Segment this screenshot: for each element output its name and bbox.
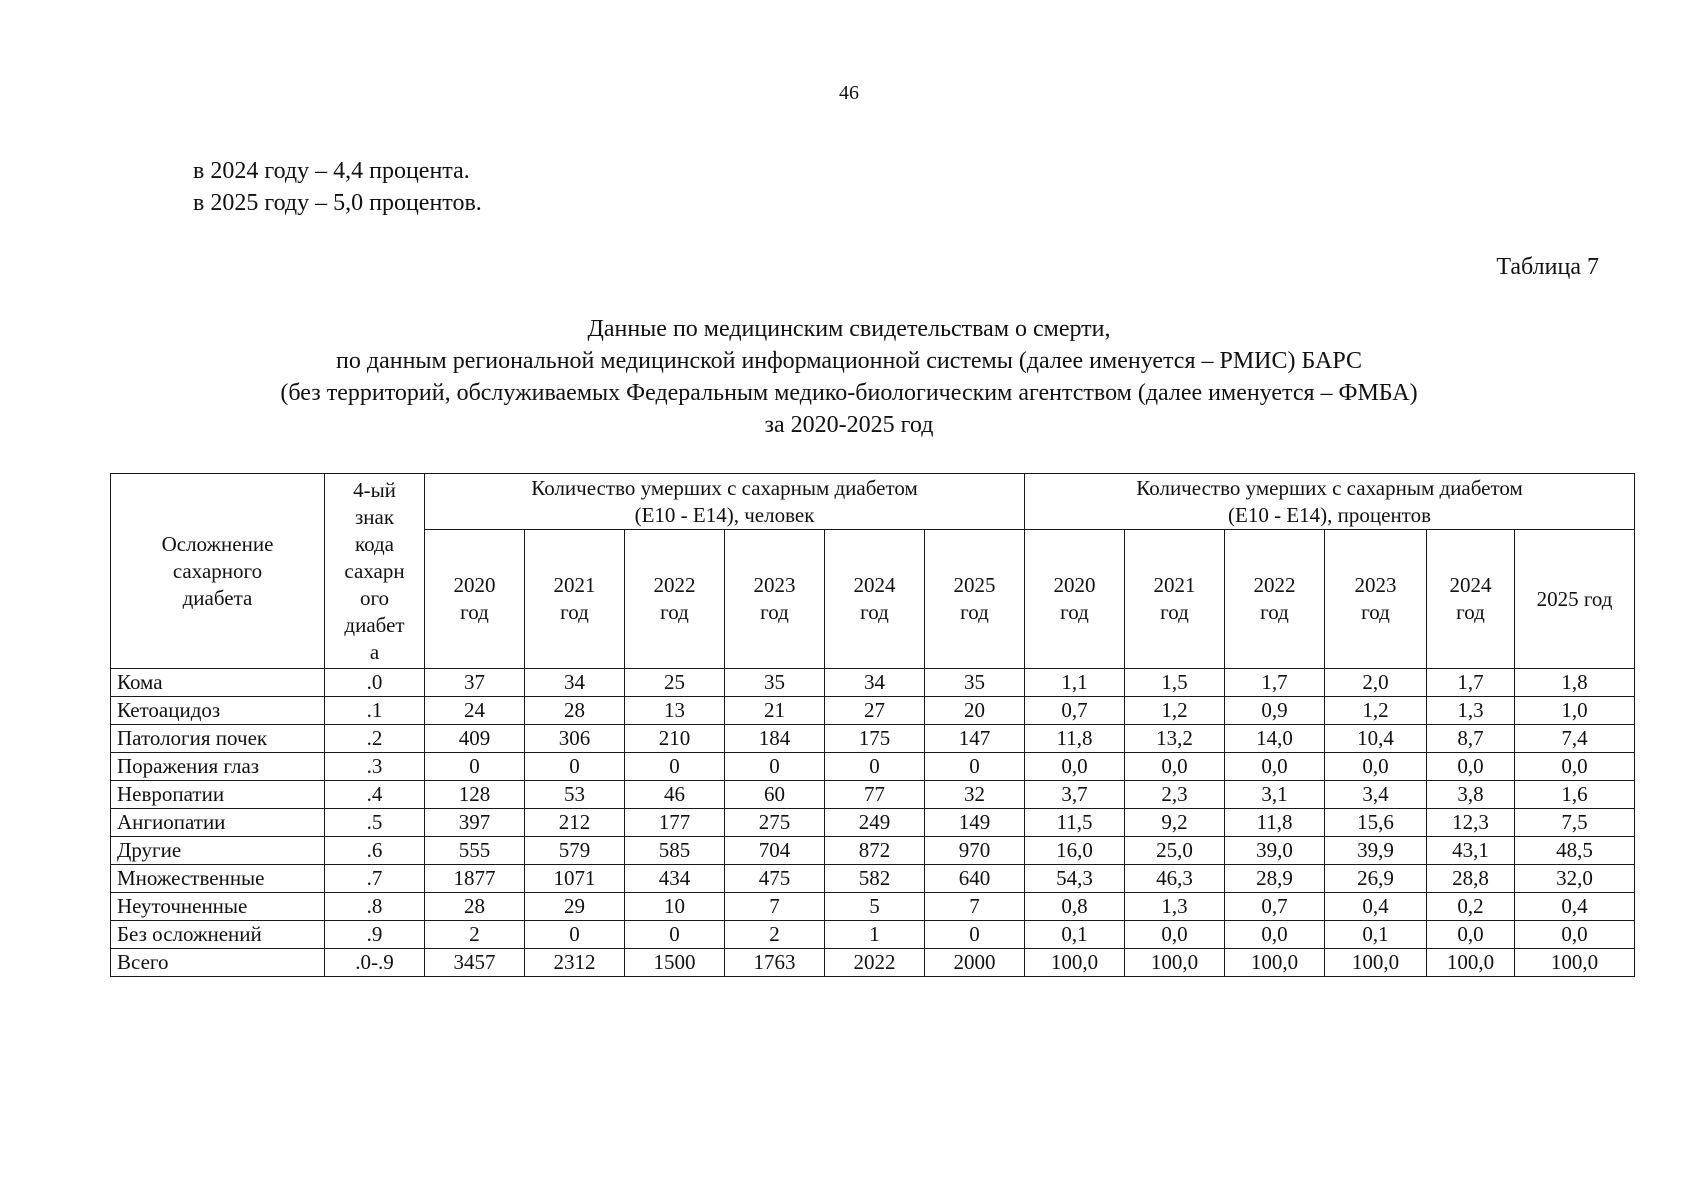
cell-percent: 8,7 bbox=[1427, 725, 1515, 753]
row-code: .3 bbox=[325, 753, 425, 781]
cell-percent: 0,0 bbox=[1225, 921, 1325, 949]
cell-percent: 0,0 bbox=[1125, 753, 1225, 781]
cell-percent: 7,5 bbox=[1515, 809, 1635, 837]
cell-percent: 14,0 bbox=[1225, 725, 1325, 753]
header-group-percent: Количество умерших с сахарным диабетом (Е10 - Е14), процентов bbox=[1025, 474, 1635, 530]
cell-people: 579 bbox=[525, 837, 625, 865]
header-year-percent: 2025 год bbox=[1515, 530, 1635, 669]
cell-percent: 11,8 bbox=[1025, 725, 1125, 753]
cell-percent: 1,8 bbox=[1515, 669, 1635, 697]
header-year-people: 2023 год bbox=[725, 530, 825, 669]
header-year-people: 2024 год bbox=[825, 530, 925, 669]
caption-line: за 2020-2025 год bbox=[764, 412, 934, 438]
cell-percent: 11,5 bbox=[1025, 809, 1125, 837]
table-row bbox=[111, 753, 1635, 781]
cell-people: 1500 bbox=[625, 949, 725, 977]
cell-percent: 46,3 bbox=[1125, 865, 1225, 893]
cell-people: 13 bbox=[625, 697, 725, 725]
cell-people: 149 bbox=[925, 809, 1025, 837]
table-caption bbox=[0, 313, 1698, 441]
caption-line: по данным региональной медицинской информационной системы (далее именуется – РМИС) БАРС bbox=[336, 348, 1362, 374]
table-row bbox=[111, 669, 1635, 697]
cell-percent: 1,5 bbox=[1125, 669, 1225, 697]
cell-percent: 0,7 bbox=[1025, 697, 1125, 725]
cell-people: 2 bbox=[425, 921, 525, 949]
cell-percent: 39,9 bbox=[1325, 837, 1427, 865]
cell-percent: 100,0 bbox=[1225, 949, 1325, 977]
cell-percent: 0,4 bbox=[1325, 893, 1427, 921]
cell-percent: 1,2 bbox=[1325, 697, 1427, 725]
cell-people: 0 bbox=[525, 753, 625, 781]
cell-people: 0 bbox=[425, 753, 525, 781]
row-code: .0-.9 bbox=[325, 949, 425, 977]
cell-people: 25 bbox=[625, 669, 725, 697]
cell-people: 585 bbox=[625, 837, 725, 865]
table-row bbox=[111, 781, 1635, 809]
cell-people: 20 bbox=[925, 697, 1025, 725]
cell-people: 555 bbox=[425, 837, 525, 865]
cell-people: 177 bbox=[625, 809, 725, 837]
cell-people: 46 bbox=[625, 781, 725, 809]
caption-line: (без территорий, обслуживаемых Федеральным медико-биологическим агентством (далее именуется – ФМБА) bbox=[280, 380, 1418, 406]
cell-people: 7 bbox=[925, 893, 1025, 921]
cell-percent: 0,7 bbox=[1225, 893, 1325, 921]
cell-people: 29 bbox=[525, 893, 625, 921]
cell-people: 5 bbox=[825, 893, 925, 921]
intro-line: в 2024 году – 4,4 процента. bbox=[193, 158, 470, 184]
cell-percent: 0,1 bbox=[1025, 921, 1125, 949]
row-complication: Невропатии bbox=[111, 781, 325, 809]
cell-percent: 1,7 bbox=[1225, 669, 1325, 697]
cell-people: 397 bbox=[425, 809, 525, 837]
cell-people: 0 bbox=[625, 753, 725, 781]
header-year-percent: 2021 год bbox=[1125, 530, 1225, 669]
cell-people: 0 bbox=[525, 921, 625, 949]
cell-people: 306 bbox=[525, 725, 625, 753]
cell-people: 35 bbox=[725, 669, 825, 697]
cell-percent: 100,0 bbox=[1515, 949, 1635, 977]
cell-people: 28 bbox=[425, 893, 525, 921]
cell-percent: 0,0 bbox=[1427, 921, 1515, 949]
cell-percent: 0,1 bbox=[1325, 921, 1427, 949]
cell-percent: 1,0 bbox=[1515, 697, 1635, 725]
cell-percent: 0,8 bbox=[1025, 893, 1125, 921]
cell-people: 32 bbox=[925, 781, 1025, 809]
cell-people: 2312 bbox=[525, 949, 625, 977]
row-code: .4 bbox=[325, 781, 425, 809]
cell-percent: 0,0 bbox=[1515, 921, 1635, 949]
cell-people: 0 bbox=[825, 753, 925, 781]
table-row bbox=[111, 837, 1635, 865]
row-complication: Поражения глаз bbox=[111, 753, 325, 781]
cell-percent: 3,1 bbox=[1225, 781, 1325, 809]
cell-people: 128 bbox=[425, 781, 525, 809]
header-year-percent: 2022 год bbox=[1225, 530, 1325, 669]
cell-people: 475 bbox=[725, 865, 825, 893]
header-year-people: 2020 год bbox=[425, 530, 525, 669]
row-complication: Всего bbox=[111, 949, 325, 977]
cell-percent: 1,3 bbox=[1125, 893, 1225, 921]
table-row bbox=[111, 725, 1635, 753]
row-complication: Ангиопатии bbox=[111, 809, 325, 837]
cell-percent: 39,0 bbox=[1225, 837, 1325, 865]
cell-percent: 7,4 bbox=[1515, 725, 1635, 753]
intro-text bbox=[193, 155, 482, 219]
cell-people: 60 bbox=[725, 781, 825, 809]
cell-percent: 54,3 bbox=[1025, 865, 1125, 893]
cell-percent: 13,2 bbox=[1125, 725, 1225, 753]
cell-people: 2 bbox=[725, 921, 825, 949]
header-group-people: Количество умерших с сахарным диабетом (Е10 - Е14), человек bbox=[425, 474, 1025, 530]
cell-people: 175 bbox=[825, 725, 925, 753]
cell-percent: 100,0 bbox=[1125, 949, 1225, 977]
cell-people: 1071 bbox=[525, 865, 625, 893]
cell-percent: 1,6 bbox=[1515, 781, 1635, 809]
cell-percent: 2,0 bbox=[1325, 669, 1427, 697]
row-code: .2 bbox=[325, 725, 425, 753]
cell-percent: 3,8 bbox=[1427, 781, 1515, 809]
cell-people: 1 bbox=[825, 921, 925, 949]
cell-percent: 48,5 bbox=[1515, 837, 1635, 865]
row-complication: Кома bbox=[111, 669, 325, 697]
caption-line: Данные по медицинским свидетельствам о смерти, bbox=[587, 316, 1111, 342]
cell-percent: 25,0 bbox=[1125, 837, 1225, 865]
table-row bbox=[111, 697, 1635, 725]
page-number: 46 bbox=[839, 82, 859, 104]
cell-percent: 32,0 bbox=[1515, 865, 1635, 893]
table-row bbox=[111, 949, 1635, 977]
header-year-percent: 2024 год bbox=[1427, 530, 1515, 669]
cell-people: 24 bbox=[425, 697, 525, 725]
cell-percent: 9,2 bbox=[1125, 809, 1225, 837]
cell-percent: 43,1 bbox=[1427, 837, 1515, 865]
cell-percent: 0,0 bbox=[1515, 753, 1635, 781]
cell-percent: 0,2 bbox=[1427, 893, 1515, 921]
cell-percent: 28,8 bbox=[1427, 865, 1515, 893]
row-code: .6 bbox=[325, 837, 425, 865]
cell-percent: 100,0 bbox=[1325, 949, 1427, 977]
header-year-people: 2025 год bbox=[925, 530, 1025, 669]
cell-percent: 26,9 bbox=[1325, 865, 1427, 893]
header-year-percent: 2023 год bbox=[1325, 530, 1427, 669]
cell-percent: 1,7 bbox=[1427, 669, 1515, 697]
cell-percent: 1,1 bbox=[1025, 669, 1125, 697]
header-code: 4-ый знак кода сахарн ого диабет а bbox=[325, 474, 425, 669]
cell-percent: 3,4 bbox=[1325, 781, 1427, 809]
cell-people: 970 bbox=[925, 837, 1025, 865]
cell-percent: 1,2 bbox=[1125, 697, 1225, 725]
cell-people: 0 bbox=[625, 921, 725, 949]
cell-people: 1877 bbox=[425, 865, 525, 893]
cell-people: 0 bbox=[925, 921, 1025, 949]
cell-people: 77 bbox=[825, 781, 925, 809]
cell-people: 35 bbox=[925, 669, 1025, 697]
cell-people: 704 bbox=[725, 837, 825, 865]
row-complication: Другие bbox=[111, 837, 325, 865]
row-complication: Кетоацидоз bbox=[111, 697, 325, 725]
cell-people: 212 bbox=[525, 809, 625, 837]
cell-people: 640 bbox=[925, 865, 1025, 893]
cell-percent: 28,9 bbox=[1225, 865, 1325, 893]
table-row bbox=[111, 865, 1635, 893]
header-complication: Осложнение сахарного диабета bbox=[111, 474, 325, 669]
cell-people: 249 bbox=[825, 809, 925, 837]
header-year-people: 2021 год bbox=[525, 530, 625, 669]
cell-people: 27 bbox=[825, 697, 925, 725]
header-year-people: 2022 год bbox=[625, 530, 725, 669]
cell-people: 3457 bbox=[425, 949, 525, 977]
cell-people: 28 bbox=[525, 697, 625, 725]
cell-people: 582 bbox=[825, 865, 925, 893]
cell-percent: 2,3 bbox=[1125, 781, 1225, 809]
table-row bbox=[111, 921, 1635, 949]
table-row bbox=[111, 809, 1635, 837]
cell-percent: 0,0 bbox=[1325, 753, 1427, 781]
row-code: .5 bbox=[325, 809, 425, 837]
cell-percent: 1,3 bbox=[1427, 697, 1515, 725]
cell-percent: 0,4 bbox=[1515, 893, 1635, 921]
cell-percent: 11,8 bbox=[1225, 809, 1325, 837]
cell-people: 434 bbox=[625, 865, 725, 893]
cell-people: 872 bbox=[825, 837, 925, 865]
row-complication: Множественные bbox=[111, 865, 325, 893]
cell-people: 10 bbox=[625, 893, 725, 921]
row-code: .9 bbox=[325, 921, 425, 949]
cell-percent: 100,0 bbox=[1025, 949, 1125, 977]
cell-people: 210 bbox=[625, 725, 725, 753]
cell-people: 1763 bbox=[725, 949, 825, 977]
cell-people: 53 bbox=[525, 781, 625, 809]
row-complication: Неуточненные bbox=[111, 893, 325, 921]
row-complication: Патология почек bbox=[111, 725, 325, 753]
row-code: .0 bbox=[325, 669, 425, 697]
cell-people: 2022 bbox=[825, 949, 925, 977]
cell-people: 409 bbox=[425, 725, 525, 753]
cell-percent: 16,0 bbox=[1025, 837, 1125, 865]
cell-people: 21 bbox=[725, 697, 825, 725]
row-complication: Без осложнений bbox=[111, 921, 325, 949]
cell-percent: 10,4 bbox=[1325, 725, 1427, 753]
cell-percent: 0,9 bbox=[1225, 697, 1325, 725]
cell-percent: 0,0 bbox=[1225, 753, 1325, 781]
row-code: .8 bbox=[325, 893, 425, 921]
cell-percent: 0,0 bbox=[1025, 753, 1125, 781]
cell-people: 0 bbox=[925, 753, 1025, 781]
table-label: Таблица 7 bbox=[1496, 254, 1599, 280]
cell-percent: 15,6 bbox=[1325, 809, 1427, 837]
row-code: .1 bbox=[325, 697, 425, 725]
cell-people: 34 bbox=[825, 669, 925, 697]
cell-people: 7 bbox=[725, 893, 825, 921]
cell-percent: 0,0 bbox=[1125, 921, 1225, 949]
cell-percent: 100,0 bbox=[1427, 949, 1515, 977]
cell-people: 184 bbox=[725, 725, 825, 753]
table-row bbox=[111, 893, 1635, 921]
cell-people: 37 bbox=[425, 669, 525, 697]
cell-percent: 3,7 bbox=[1025, 781, 1125, 809]
row-code: .7 bbox=[325, 865, 425, 893]
intro-line: в 2025 году – 5,0 процентов. bbox=[193, 190, 482, 216]
cell-percent: 0,0 bbox=[1427, 753, 1515, 781]
cell-people: 34 bbox=[525, 669, 625, 697]
cell-people: 0 bbox=[725, 753, 825, 781]
header-year-percent: 2020 год bbox=[1025, 530, 1125, 669]
mortality-table bbox=[110, 473, 1635, 977]
cell-people: 275 bbox=[725, 809, 825, 837]
cell-percent: 12,3 bbox=[1427, 809, 1515, 837]
cell-people: 147 bbox=[925, 725, 1025, 753]
cell-people: 2000 bbox=[925, 949, 1025, 977]
